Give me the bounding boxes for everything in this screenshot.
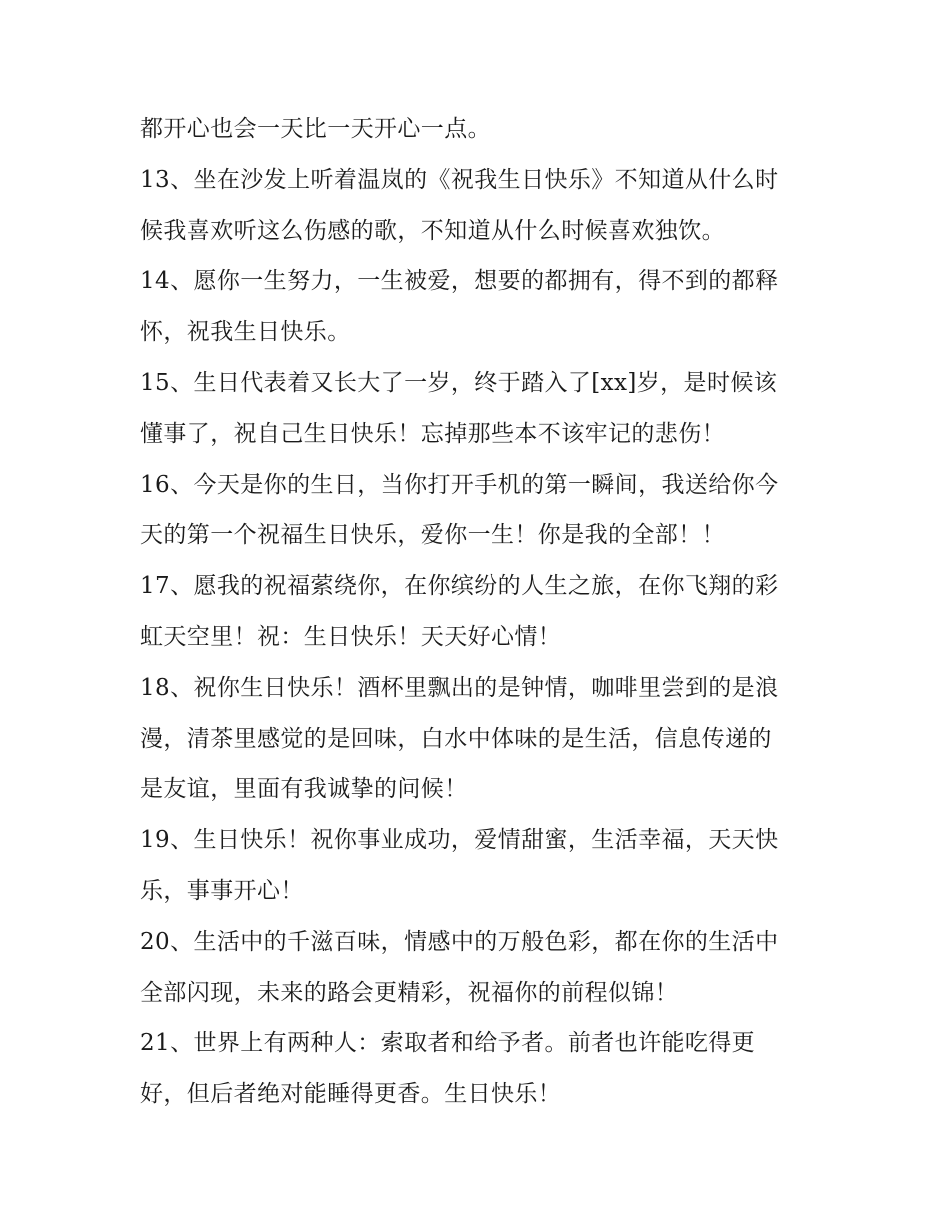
text-line: 全部闪现，未来的路会更精彩，祝福你的前程似锦！ bbox=[140, 979, 679, 1006]
document-body bbox=[140, 104, 820, 1120]
text-line: 都开心也会一天比一天开心一点。 bbox=[140, 116, 491, 142]
text-line: 候我喜欢听这么伤感的歌，不知道从什么时候喜欢独饮。 bbox=[140, 217, 725, 244]
text-line: 乐，事事开心！ bbox=[140, 877, 304, 904]
text-line: 虹天空里！祝：生日快乐！天天好心情！ bbox=[140, 623, 562, 650]
text-line: 18、祝你生日快乐！酒杯里飘出的是钟情，咖啡里尝到的是浪 bbox=[140, 674, 779, 701]
text-line: 14、愿你一生努力，一生被爱，想要的都拥有，得不到的都释 bbox=[140, 268, 779, 295]
text-line: 漫，清茶里感觉的是回味，白水中体味的是生活，信息传递的 bbox=[140, 725, 772, 752]
text-line: 是友谊，里面有我诚挚的问候！ bbox=[140, 776, 468, 803]
text-line: 17、愿我的祝福萦绕你，在你缤纷的人生之旅，在你飞翔的彩 bbox=[140, 573, 779, 600]
text-line: 20、生活中的千滋百味，情感中的万般色彩，都在你的生活中 bbox=[140, 928, 779, 955]
text-line: 天的第一个祝福生日快乐，爱你一生！你是我的全部！！ bbox=[140, 522, 725, 549]
text-line: 16、今天是你的生日，当你打开手机的第一瞬间，我送给你今 bbox=[140, 471, 779, 498]
text-line: 15、生日代表着又长大了一岁，终于踏入了[xx]岁，是时候该 bbox=[140, 369, 778, 396]
text-line: 13、坐在沙发上听着温岚的《祝我生日快乐》不知道从什么时 bbox=[140, 166, 779, 193]
text-line: 怀，祝我生日快乐。 bbox=[140, 319, 351, 346]
text-line: 懂事了，祝自己生日快乐！忘掉那些本不该牢记的悲伤！ bbox=[140, 420, 725, 447]
text-line: 21、世界上有两种人：索取者和给予者。前者也许能吃得更 bbox=[140, 1030, 756, 1057]
text-line: 好，但后者绝对能睡得更香。生日快乐！ bbox=[140, 1081, 562, 1108]
text-line: 19、生日快乐！祝你事业成功，爱情甜蜜，生活幸福，天天快 bbox=[140, 827, 779, 854]
